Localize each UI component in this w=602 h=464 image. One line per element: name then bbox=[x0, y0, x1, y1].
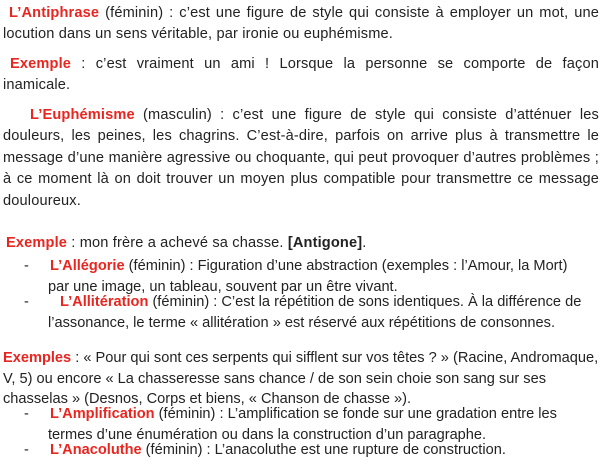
allegorie-text: (féminin) : Figuration d’une abstraction (exemples : l’Amour, la Mort) par une image, un tableau, souvent par un être vivant. bbox=[48, 258, 568, 295]
list-dash: - bbox=[24, 442, 29, 458]
term-allegorie: L’Allégorie bbox=[50, 258, 125, 274]
example-label: Exemple bbox=[10, 56, 72, 72]
term-amplification: L’Amplification bbox=[50, 406, 155, 422]
term-anacoluthe: L’Anacoluthe bbox=[50, 442, 142, 458]
alliteration-text: (féminin) : C’est la répétition de sons identiques. À la différence de l’assonance, le terme « allitération » est réservé aux répétitions de consonnes. bbox=[48, 294, 582, 331]
list-item-text bbox=[48, 256, 590, 297]
amplification-text: (féminin) : L’amplification se fonde sur une gradation entre les termes d’une énumération ou dans la construction d’un paragraphe. bbox=[48, 406, 557, 443]
antiphrase-example bbox=[3, 54, 599, 97]
example-end: . bbox=[362, 235, 367, 251]
term-antiphrase: L’Antiphrase bbox=[9, 5, 100, 21]
anacoluthe-text: (féminin) : L’anacoluthe est une rupture de construction. bbox=[141, 442, 506, 458]
list-item-text bbox=[48, 440, 590, 461]
example-text: : c’est vraiment un ami ! Lorsque la personne se comporte de façon inamicale. bbox=[3, 56, 599, 94]
antiphrase-definition bbox=[3, 3, 599, 46]
euphemisme-definition bbox=[3, 105, 599, 212]
euphemisme-text: (masculin) : c’est une figure de style qui consiste d’atténuer les douleurs, les peines, les chagrins. C’est-à-dire, parfois on arrive plus à transmettre le message d’une manière agressive ou choquante, qui peut provoquer d’autres problèmes ; à ce moment là on doit trouver un moyen plus compatible pour transmettre ce message douloureux. bbox=[3, 107, 599, 209]
list-dash: - bbox=[24, 294, 29, 310]
euphemisme-example bbox=[3, 233, 599, 254]
list-dash: - bbox=[24, 406, 29, 422]
examples-text-block bbox=[3, 348, 599, 410]
term-euphemisme: L’Euphémisme bbox=[30, 107, 135, 123]
term-alliteration: L’Allitération bbox=[60, 294, 149, 310]
examples-text: : « Pour qui sont ces serpents qui sifflent sur vos têtes ? » (Racine, Andromaque, V, 5) ou encore « La chasseresse sans chance / de son sein choie son sang sur ses chasselas » (Desnos, Corps et biens, « Chanson de chasse »). bbox=[3, 350, 599, 407]
examples-label: Exemples bbox=[3, 350, 72, 366]
antiphrase-text: (féminin) : c’est une figure de style qui consiste à employer un mot, une locution dans un sens véritable, par ironie ou euphémisme. bbox=[3, 5, 599, 43]
list-dash: - bbox=[24, 258, 29, 274]
examples-paragraph bbox=[3, 348, 599, 410]
example-text: : mon frère a achevé sa chasse. bbox=[67, 235, 288, 251]
example-label: Exemple bbox=[6, 235, 68, 251]
example-source: [Antigone] bbox=[287, 235, 363, 251]
list-item-text bbox=[48, 292, 590, 333]
list-item-text bbox=[48, 404, 590, 445]
